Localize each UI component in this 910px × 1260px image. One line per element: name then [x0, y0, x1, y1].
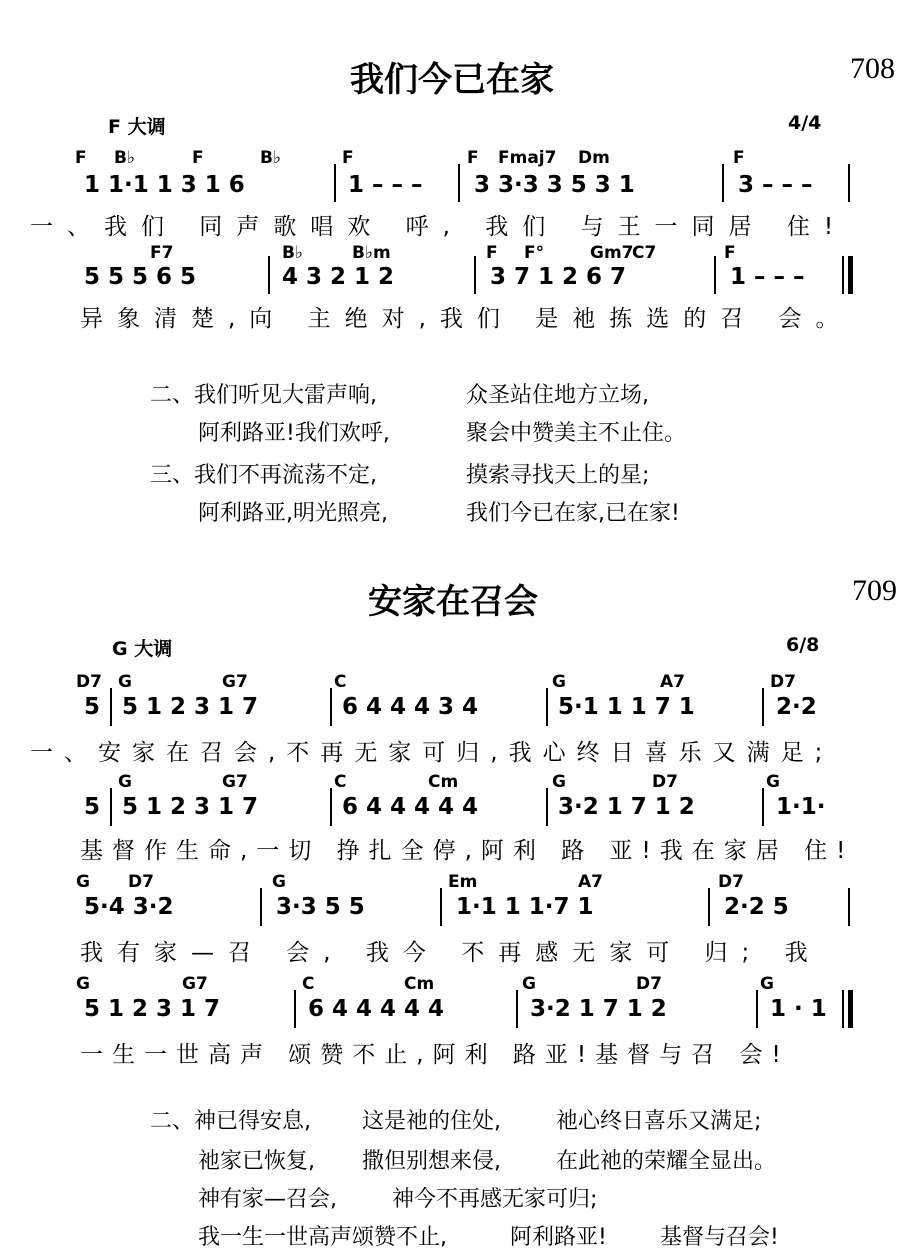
measure-notes: 2·2 — [776, 694, 817, 720]
bar-line — [458, 164, 460, 202]
key-signature: F 大调 — [108, 116, 166, 138]
measure-notes: 3·2 1 7 1 2 — [530, 996, 667, 1022]
bar-line — [546, 688, 548, 726]
chord-label: A7 — [660, 672, 685, 692]
bar-line — [474, 256, 476, 294]
measure-notes: 5 1 2 3 1 7 — [122, 794, 259, 820]
chord-label: F — [733, 148, 745, 168]
bar-line — [516, 990, 518, 1028]
verse-line: 神今不再感无家可归; — [392, 1187, 598, 1212]
lyric-line: 一、我们 同声歌唱欢 呼, 我们 与王一同居 住! — [30, 214, 848, 240]
chord-label: G — [766, 772, 780, 792]
measure-notes: 6 4 4 4 3 4 — [342, 694, 479, 720]
verse-line: 神有家—召会, — [198, 1187, 337, 1212]
measure-notes: 1 – – – — [730, 264, 805, 290]
verse-line: 这是祂的住处, — [362, 1109, 501, 1134]
bar-line — [440, 888, 442, 926]
hymn-title: 我们今已在家 — [350, 60, 554, 100]
verse-line: 阿利路亚!我们欢呼, — [198, 421, 390, 446]
hymn-number: 708 — [850, 52, 895, 85]
measure-notes: 3 7 1 2 6 7 — [490, 264, 627, 290]
chord-label: G — [118, 672, 132, 692]
time-signature: 6/8 — [786, 634, 820, 656]
chord-label: G7 — [222, 672, 248, 692]
chord-label: D7 — [652, 772, 678, 792]
bar-line — [546, 788, 548, 826]
measure-notes: 5 — [84, 794, 101, 820]
verse-line: 众圣站住地方立场, — [466, 383, 649, 408]
verse-line: 基督与召会! — [660, 1225, 779, 1250]
lyric-line: 异象清楚,向 主绝对,我们 是祂拣选的召 会。 — [80, 306, 853, 332]
verse-line: 三、我们不再流荡不定, — [150, 463, 377, 488]
bar-line — [842, 256, 844, 294]
measure-notes: 1·1 1 1·7 1 — [456, 894, 594, 920]
final-bar-line — [848, 256, 853, 294]
measure-notes: 6 4 4 4 4 4 — [308, 996, 445, 1022]
chord-label: F — [486, 243, 498, 263]
chord-label: Gm7 — [590, 243, 634, 263]
bar-line — [842, 990, 844, 1028]
verse-line: 摸索寻找天上的星; — [466, 463, 650, 488]
bar-line — [722, 164, 724, 202]
chord-label: C — [334, 672, 347, 692]
lyric-line: 我有家—召 会, 我今 不再感无家可 归; 我 — [80, 940, 822, 966]
verse-line: 我们今已在家,已在家! — [466, 501, 680, 526]
measure-notes: 5 1 2 3 1 7 — [84, 996, 221, 1022]
bar-line — [334, 164, 336, 202]
lyric-line: 一生一世高声 颂赞不止,阿利 路亚!基督与召 会! — [80, 1042, 790, 1068]
verse-line: 我一生一世高声颂赞不止, — [198, 1225, 447, 1250]
chord-label: G — [760, 974, 774, 994]
final-bar-line — [848, 990, 853, 1028]
chord-label: G7 — [222, 772, 248, 792]
verse-line: 二、我们听见大雷声响, — [150, 383, 377, 408]
measure-notes: 1 · 1 — [770, 996, 827, 1022]
verse-line: 聚会中赞美主不止住。 — [466, 421, 687, 446]
hymn-title: 安家在召会 — [368, 582, 538, 622]
chord-label: G — [552, 772, 566, 792]
bar-line — [294, 990, 296, 1028]
verse-line: 二、神已得安息, — [150, 1109, 311, 1134]
chord-label: G — [272, 872, 286, 892]
chord-label: F — [75, 148, 87, 168]
bar-line — [762, 788, 764, 826]
chord-label: D7 — [770, 672, 796, 692]
chord-label: D7 — [128, 872, 154, 892]
bar-line — [268, 256, 270, 294]
chord-label: D7 — [718, 872, 744, 892]
chord-label: G — [522, 974, 536, 994]
verse-line: 阿利路亚! — [510, 1225, 607, 1250]
chord-label: C — [302, 974, 315, 994]
bar-line — [260, 888, 262, 926]
chord-label: G7 — [182, 974, 208, 994]
chord-label: D7 — [636, 974, 662, 994]
chord-label: C7 — [632, 243, 657, 263]
bar-line — [708, 888, 710, 926]
measure-notes: 1 – – – — [348, 172, 423, 198]
bar-line — [848, 164, 850, 202]
bar-line — [848, 888, 850, 926]
chord-label: Cm — [428, 772, 459, 792]
hymn-number: 709 — [852, 574, 897, 607]
chord-label: B♭ — [282, 243, 303, 263]
verse-line: 撒但别想来侵, — [362, 1149, 501, 1174]
time-signature: 4/4 — [788, 112, 822, 134]
bar-line — [330, 688, 332, 726]
measure-notes: 2·2 5 — [724, 894, 789, 920]
chord-label: B♭m — [352, 243, 391, 263]
chord-label: G — [76, 872, 90, 892]
measure-notes: 5 — [84, 694, 101, 720]
chord-label: C — [334, 772, 347, 792]
chord-label: Cm — [404, 974, 435, 994]
bar-line — [762, 688, 764, 726]
chord-label: Dm — [578, 148, 610, 168]
chord-label: G — [76, 974, 90, 994]
lyric-line: 一、安家在召会,不再无家可归,我心终日喜乐又满足; — [30, 740, 834, 766]
chord-label: Em — [448, 872, 478, 892]
chord-label: A7 — [578, 872, 603, 892]
chord-label: B♭ — [114, 148, 135, 168]
measure-notes: 1 1·1 1 3 1 6 — [84, 172, 245, 198]
bar-line — [330, 788, 332, 826]
measure-notes: 3·3 5 5 — [276, 894, 365, 920]
verse-line: 祂家已恢复, — [198, 1149, 315, 1174]
chord-label: F° — [524, 243, 545, 263]
chord-label: F — [467, 148, 479, 168]
chord-label: Fmaj7 — [498, 148, 557, 168]
chord-label: F — [192, 148, 204, 168]
chord-label: G — [118, 772, 132, 792]
verse-line: 在此祂的荣耀全显出。 — [556, 1149, 777, 1174]
measure-notes: 5 5 5 6 5 — [84, 264, 197, 290]
verse-line: 阿利路亚,明光照亮, — [198, 501, 388, 526]
measure-notes: 5 1 2 3 1 7 — [122, 694, 259, 720]
verse-line: 祂心终日喜乐又满足; — [556, 1109, 762, 1134]
measure-notes: 5·4 3·2 — [84, 894, 174, 920]
lyric-line: 基督作生命,一切 挣扎全停,阿利 路 亚!我在家居 住! — [80, 838, 855, 864]
measure-notes: 1·1· — [776, 794, 826, 820]
measure-notes: 6 4 4 4 4 4 — [342, 794, 479, 820]
measure-notes: 5·1 1 1 7 1 — [558, 694, 695, 720]
bar-line — [756, 990, 758, 1028]
bar-line — [110, 688, 112, 726]
bar-line — [714, 256, 716, 294]
chord-label: D7 — [76, 672, 102, 692]
key-signature: G 大调 — [112, 638, 173, 660]
chord-label: F7 — [150, 243, 174, 263]
chord-label: F — [342, 148, 354, 168]
chord-label: B♭ — [260, 148, 281, 168]
chord-label: G — [552, 672, 566, 692]
bar-line — [110, 788, 112, 826]
measure-notes: 3 – – – — [738, 172, 813, 198]
chord-label: F — [724, 243, 736, 263]
measure-notes: 3·2 1 7 1 2 — [558, 794, 695, 820]
measure-notes: 4 3 2 1 2 — [282, 264, 395, 290]
measure-notes: 3 3·3 3 5 3 1 — [474, 172, 635, 198]
